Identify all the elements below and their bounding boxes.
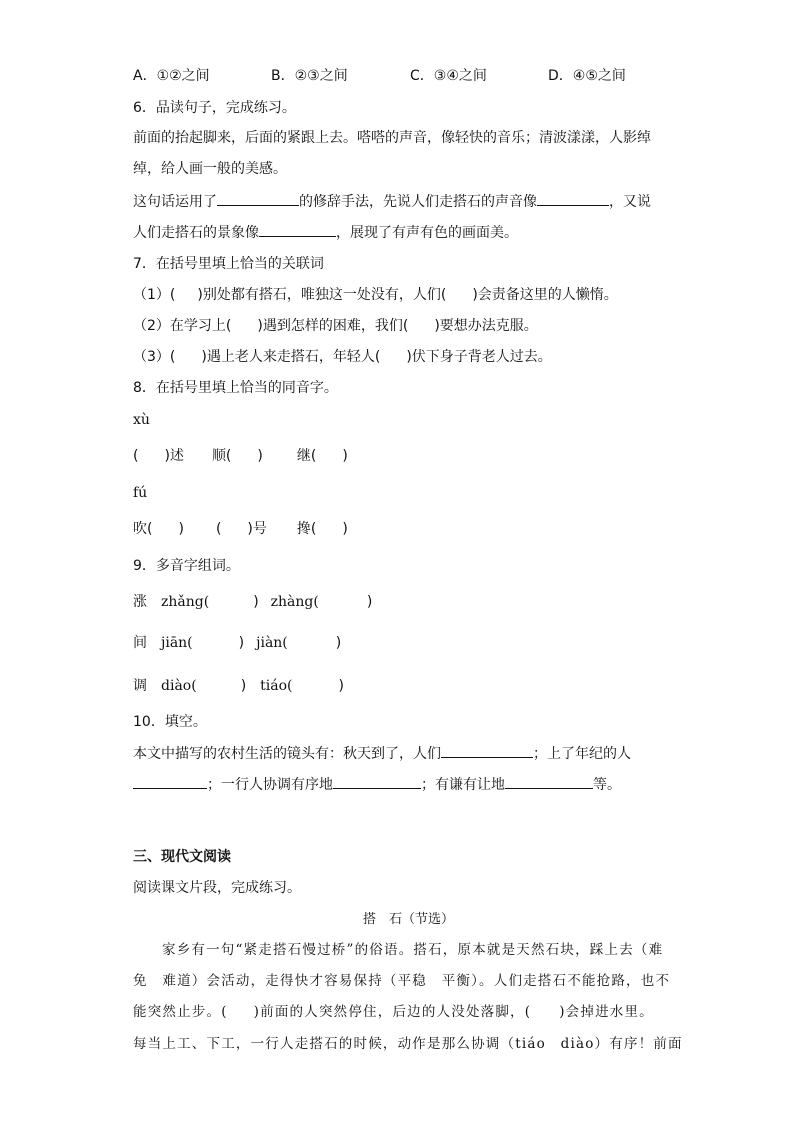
q6-fill-line2	[133, 222, 518, 243]
q7-item3-text-a: （3）(	[133, 349, 176, 365]
q6-passage-line1: 前面的抬起脚来，后面的紧跟上去。嗒嗒的声音，像轻快的音乐；清波漾漾，人影绰	[133, 130, 651, 146]
q9-pinyin: jiān(	[161, 635, 193, 651]
q8-pinyin-2: fú	[133, 485, 148, 501]
option-c: C．③④之间	[410, 68, 487, 84]
q9-pinyin: diào(	[161, 678, 197, 694]
q9-pinyin: zhǎng(	[161, 594, 210, 610]
q9-char: 涨	[133, 594, 147, 610]
q9-pinyin: tiáo(	[260, 678, 293, 694]
answer-blank[interactable]	[537, 191, 609, 206]
q6-fill-text-d: 人们走搭石的景象像	[133, 225, 259, 241]
passage-text: 能突然止步。(	[133, 1004, 228, 1020]
q6-fill-line1	[133, 191, 651, 212]
q9-paren: )	[253, 594, 259, 610]
q7-item2-text-a: （2）在学习上(	[133, 318, 232, 334]
answer-blank[interactable]	[505, 774, 593, 789]
q9-paren: )	[335, 635, 342, 651]
q7-title: 7．在括号里填上恰当的关联词	[133, 256, 324, 272]
option-b: B．②③之间	[271, 68, 348, 84]
q9-pinyin: zhàng(	[270, 594, 319, 610]
passage-line-1: 家乡有一句“紧走搭石慢过桥”的俗语。搭石，原本就是天然石块，踩上去（难	[162, 942, 664, 958]
q7-item-1	[133, 285, 618, 305]
section-heading: 三、现代文阅读	[133, 849, 231, 865]
q7-item1-text-c: )会责备这里的人懒惰。	[472, 287, 618, 303]
q8-row2-text: 搀(	[296, 521, 317, 537]
q8-row1-text: 顺(	[211, 448, 232, 464]
q8-row-2	[133, 519, 348, 539]
passage-line-4: 每当上工、下工，一行人走搭石的时候，动作是那么协调（tiáo diào）有序！前面	[133, 1036, 683, 1052]
q9-paren: )	[366, 594, 373, 610]
q7-item2-text-c: )要想办法克服。	[434, 318, 538, 334]
option-a: A．①②之间	[133, 68, 210, 84]
q10-text: 本文中描写的农村生活的镜头有：秋天到了，人们	[133, 746, 441, 762]
q9-char: 间	[133, 635, 147, 651]
q10-line1	[133, 743, 631, 764]
q7-item3-text-c: )伏下身子背老人过去。	[406, 349, 552, 365]
answer-blank[interactable]	[133, 774, 207, 789]
q7-item2-text-b: )遇到怎样的困难，我们(	[257, 318, 409, 334]
q9-paren: )	[240, 678, 247, 694]
answer-blank[interactable]	[259, 222, 336, 237]
q9-row-jian	[133, 633, 341, 653]
q10-text: 等。	[593, 777, 621, 793]
q10-text: ；有谦有让地	[421, 777, 505, 793]
passage-text: )前面的人突然停住，后边的人没处落脚，(	[253, 1004, 532, 1020]
q8-row2-text: 吹(	[133, 521, 153, 537]
q10-title: 10．填空。	[133, 714, 207, 730]
q10-text: ；上了年纪的人	[533, 746, 631, 762]
answer-blank[interactable]	[441, 743, 533, 758]
q6-fill-text-a: 这句话运用了	[133, 194, 217, 210]
q9-paren: )	[338, 678, 344, 694]
q10-line2	[133, 774, 621, 795]
q8-row-1	[133, 446, 348, 466]
q6-fill-text-e: ，展现了有声有色的画面美。	[336, 225, 518, 241]
q7-item1-text-a: （1）(	[133, 287, 176, 303]
q9-paren: )	[238, 635, 245, 651]
passage-line-2: 免 难道）会活动，走得快才容易保持（平稳 平衡）。人们走搭石不能抢路，也不	[133, 973, 671, 989]
q6-passage-line2: 绰，给人画一般的美感。	[133, 161, 287, 177]
q8-row2-text: )	[342, 521, 348, 537]
q9-row-zhang	[133, 592, 372, 612]
passage-text: )会掉进水里。	[559, 1004, 654, 1020]
q6-title: 6．品读句子，完成练习。	[133, 100, 296, 116]
q9-pinyin: jiàn(	[256, 635, 288, 651]
q8-row2-text: )	[178, 521, 184, 537]
q8-row1-text: )	[257, 448, 263, 464]
q8-pinyin-1: xù	[133, 412, 150, 428]
q10-text: ；一行人协调有序地	[207, 777, 333, 793]
q8-row2-text: )号	[247, 521, 267, 537]
answer-blank[interactable]	[333, 774, 421, 789]
q9-char: 调	[133, 678, 147, 694]
q8-row1-text: )	[342, 448, 348, 464]
q7-item3-text-b: )遇上老人来走搭石，年轻人(	[201, 349, 381, 365]
passage-title: 搭 石（节选）	[363, 912, 455, 927]
q9-title: 9．多音字组词。	[133, 558, 240, 574]
q8-row1-text: 继(	[296, 448, 317, 464]
q8-title: 8．在括号里填上恰当的同音字。	[133, 380, 338, 396]
q7-item-2	[133, 316, 538, 336]
section-instruction: 阅读课文片段，完成练习。	[133, 880, 301, 896]
q6-fill-text-c: ，又说	[609, 194, 651, 210]
q7-item1-text-b: )别处都有搭石，唯独这一处没有，人们(	[197, 287, 447, 303]
answer-blank[interactable]	[217, 191, 299, 206]
q6-fill-text-b: 的修辞手法，先说人们走搭石的声音像	[299, 194, 537, 210]
q9-row-diao	[133, 676, 344, 696]
q8-row2-text: (	[215, 521, 222, 537]
passage-line-3	[133, 1002, 654, 1022]
q8-row1-text: )述	[164, 448, 184, 464]
q7-item-3	[133, 347, 552, 367]
option-d: D．④⑤之间	[548, 68, 626, 84]
q8-row1-text: (	[133, 448, 139, 464]
